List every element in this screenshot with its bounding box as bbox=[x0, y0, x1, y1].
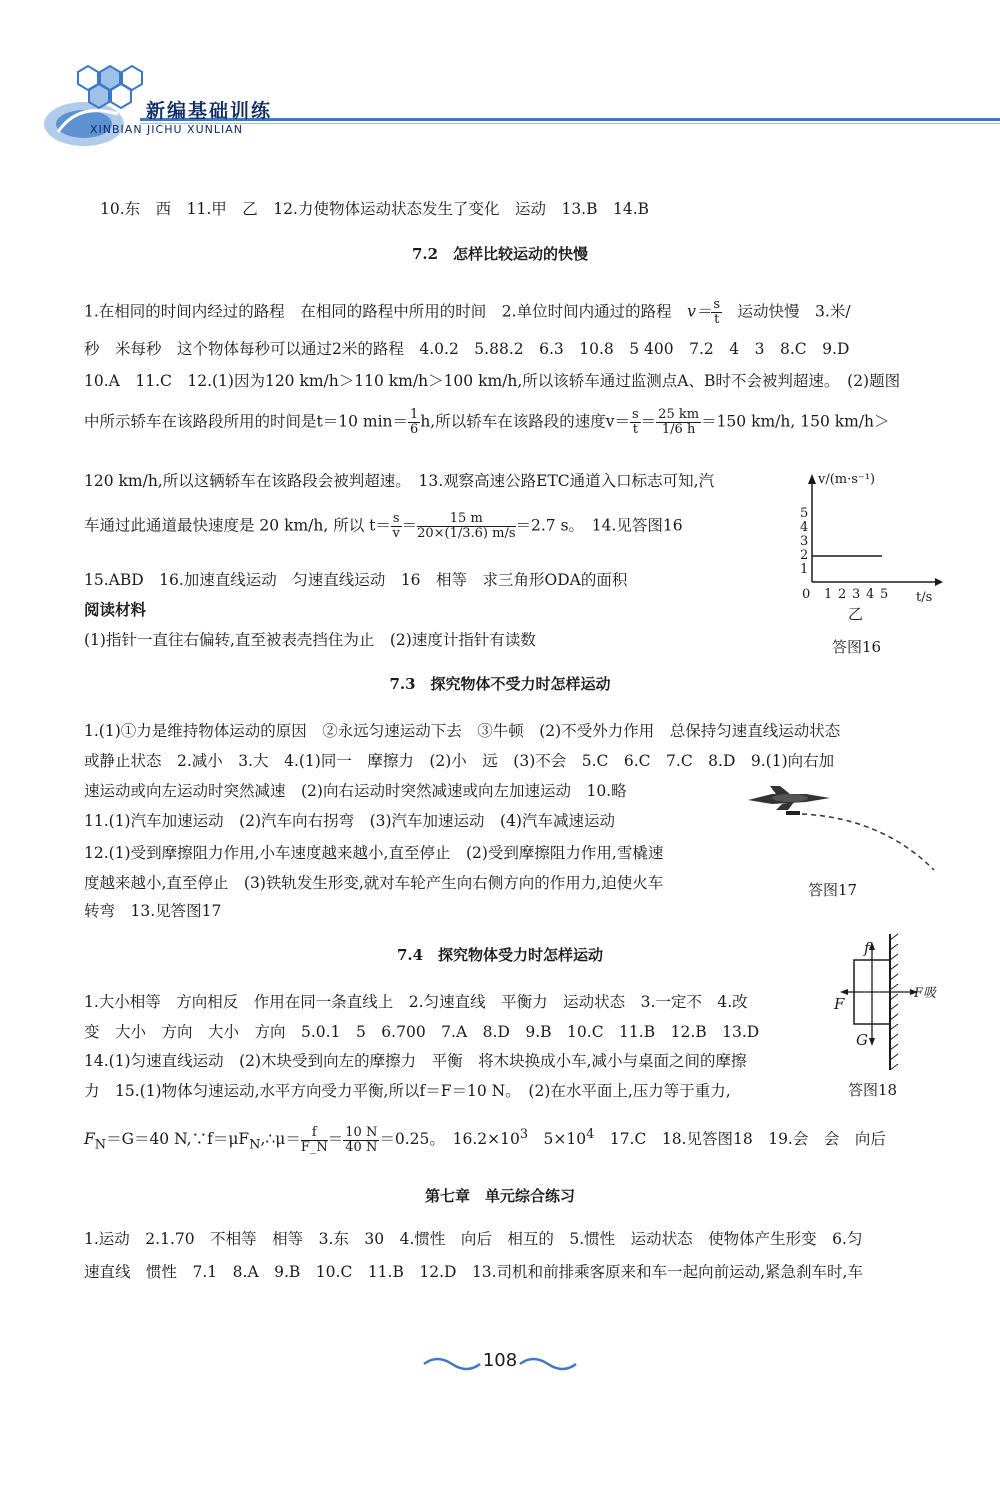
graph-tick: 1 bbox=[824, 587, 833, 602]
fraction: $\frac{10 N}{40 N}$ bbox=[345, 1124, 378, 1155]
answer-line: 1.在相同的时间内经过的路程 在相同的路程中所用的时间 2.单位时间内通过的路程 v＝ $\frac{s}{t}$ 运动快慢 3.米/ bbox=[84, 297, 851, 327]
graph-sub-label: 乙 bbox=[848, 605, 864, 623]
answer-line: 变 大小 方向 大小 方向 5.0.1 5 6.700 7.A 8.D 9.B 10.C 11.B 12.B 13.D bbox=[84, 1023, 760, 1041]
answer-line: 转弯 13.见答图17 bbox=[84, 902, 222, 920]
answer-line: 10.东 西 11.甲 乙 12.力使物体运动状态发生了变化 运动 13.B 14.B bbox=[100, 200, 650, 218]
section-heading-7-3: 7.3 探究物体不受力时怎样运动 bbox=[389, 675, 611, 693]
section-heading-7-2: 7.2 怎样比较运动的快慢 bbox=[411, 245, 589, 263]
force-label-F-suck: F吸 bbox=[914, 986, 937, 1001]
fraction: $\frac{s}{t}$ bbox=[631, 407, 639, 437]
figure-16-caption: 答图16 bbox=[832, 638, 882, 656]
fraction: $\frac{15 m}{20\times(1/3.6) m/s}$ bbox=[417, 511, 516, 541]
graph-x-label: t/s bbox=[916, 590, 933, 605]
fraction: $\frac{s}{t}$ bbox=[713, 297, 721, 327]
answer-line: 力 15.(1)物体匀速运动,水平方向受力平衡,所以f＝F＝10 N。 (2)在水平面上,压力等于重力, bbox=[84, 1082, 731, 1100]
fraction: $\frac{25 km}{1/6 h}$ bbox=[658, 407, 700, 437]
fraction: $\frac{1}{6}$ bbox=[410, 407, 419, 437]
answer-line: 速直线 惯性 7.1 8.A 9.B 10.C 11.B 12.D 13.司机和前排乘客原来和车一起向前运动,紧急刹车时,车 bbox=[84, 1263, 863, 1281]
answer-line: 1.大小相等 方向相反 作用在同一条直线上 2.匀速直线 平衡力 运动状态 3.一定不 4.改 bbox=[84, 993, 748, 1011]
page-number-ornament-right bbox=[518, 1352, 578, 1376]
graph-tick: 5 bbox=[800, 506, 809, 521]
graph-tick: 0 bbox=[802, 587, 811, 602]
dropped-object-icon bbox=[786, 811, 800, 815]
graph-tick: 5 bbox=[880, 587, 889, 602]
answer-line: 度越来越小,直至停止 (3)铁轨发生形变,就对车轮产生向右侧方向的作用力,迫使火车 bbox=[84, 874, 664, 892]
answer-line: (1)指针一直往右偏转,直至被表壳挡住为止 (2)速度计指针有读数 bbox=[84, 631, 536, 649]
reading-material-heading: 阅读材料 bbox=[84, 600, 147, 619]
header-title: 新编基础训练 bbox=[146, 100, 273, 122]
force-label-G: G bbox=[856, 1031, 868, 1049]
fraction: $\frac{f}{F\_N}$ bbox=[300, 1124, 328, 1155]
answer-line: 14.(1)匀速直线运动 (2)木块受到向左的摩擦力 平衡 将木块换成小车,减小与桌面之间的摩擦 bbox=[84, 1052, 747, 1070]
graph-tick: 4 bbox=[800, 520, 809, 535]
graph-tick: 2 bbox=[800, 548, 809, 563]
answer-line: $F_N=G=40$ $N,\because f=\mu F_N,\therefore\mu=$ $\frac{f}{F\_N}$ ＝ $\frac{10 N}{40 N}$ ＝0.25。 $16.2\times 10^3$ $5\times 10^4$ 17.C 18.见答图18 19.会 会 向后 bbox=[84, 1124, 886, 1155]
header-subtitle: XINBIAN JICHU XUNLIAN bbox=[90, 123, 243, 136]
graph-tick: 4 bbox=[866, 587, 875, 602]
answer-line: 中所示轿车在该路段所用的时间是t＝10 min＝ $\frac{1}{6}$ h,所以轿车在该路段的速度v＝ $\frac{s}{t}$ ＝ $\frac{25 km}{1/6 h}$ ＝150 km/h, 150 km/h＞ bbox=[84, 407, 890, 437]
graph-tick: 1 bbox=[800, 562, 809, 577]
graph-tick: 3 bbox=[800, 534, 809, 549]
header-logo bbox=[38, 62, 158, 152]
answer-line: 120 km/h,所以这辆轿车在该路段会被判超速。 13.观察高速公路ETC通道入口标志可知,汽 bbox=[84, 472, 715, 490]
answer-line: 车通过此通道最快速度是 20 km/h, 所以 t＝ $\frac{s}{v}$ ＝ $\frac{15 m}{20\times(1/3.6) m/s}$ ＝2.7 s。 14.见答图16 bbox=[84, 511, 683, 541]
figure-17-drawing bbox=[742, 780, 942, 880]
answer-line: 秒 米每秒 这个物体每秒可以通过2米的路程 4.0.2 5.88.2 6.3 10.8 5 400 7.2 4 3 8.C 9.D bbox=[84, 340, 850, 358]
answer-line: 1.运动 2.1.70 不相等 相等 3.东 30 4.惯性 向后 相互的 5.惯性 运动状态 使物体产生形变 6.匀 bbox=[84, 1230, 863, 1248]
answer-line: 12.(1)受到摩擦阻力作用,小车速度越来越小,直至停止 (2)受到摩擦阻力作用,雪橇速 bbox=[84, 844, 664, 862]
figure-16-graph bbox=[790, 470, 950, 623]
graph-tick: 3 bbox=[852, 587, 861, 602]
graph-y-label: v/(m·s⁻¹) bbox=[818, 472, 876, 487]
answer-line: 10.A 11.C 12.(1)因为120 km/h＞110 km/h＞100 km/h,所以该轿车通过监测点A、B时不会被判超速。 (2)题图 bbox=[84, 372, 901, 390]
graph-tick: 2 bbox=[838, 587, 847, 602]
section-heading-7-4: 7.4 探究物体受力时怎样运动 bbox=[396, 946, 604, 964]
header-rule-thin bbox=[140, 123, 1000, 124]
answer-line: 速运动或向左运动时突然减速 (2)向右运动时突然减速或向左加速运动 10.略 bbox=[84, 782, 627, 800]
force-label-f: f bbox=[864, 939, 870, 957]
answer-line: 1.(1)①力是维持物体运动的原因 ②永远匀速运动下去 ③牛顿 (2)不受外力作用 总保持匀速直线运动状态 bbox=[84, 722, 841, 740]
page-number: 108 bbox=[482, 1350, 518, 1371]
figure-18-drawing bbox=[828, 930, 938, 1080]
answer-line: 15.ABD 16.加速直线运动 匀速直线运动 16 相等 求三角形ODA的面积 bbox=[84, 571, 628, 589]
force-label-F: F bbox=[834, 995, 845, 1013]
section-heading-chapter-7: 第七章 单元综合练习 bbox=[424, 1187, 575, 1205]
fraction: $\frac{s}{v}$ bbox=[392, 511, 400, 541]
figure-17-caption: 答图17 bbox=[808, 881, 858, 899]
answer-line: 或静止状态 2.减小 3.大 4.(1)同一 摩擦力 (2)小 远 (3)不会 5.C 6.C 7.C 8.D 9.(1)向右加 bbox=[84, 752, 835, 770]
figure-18-caption: 答图18 bbox=[848, 1081, 898, 1099]
answer-line: 11.(1)汽车加速运动 (2)汽车向右拐弯 (3)汽车加速运动 (4)汽车减速运动 bbox=[84, 812, 615, 830]
